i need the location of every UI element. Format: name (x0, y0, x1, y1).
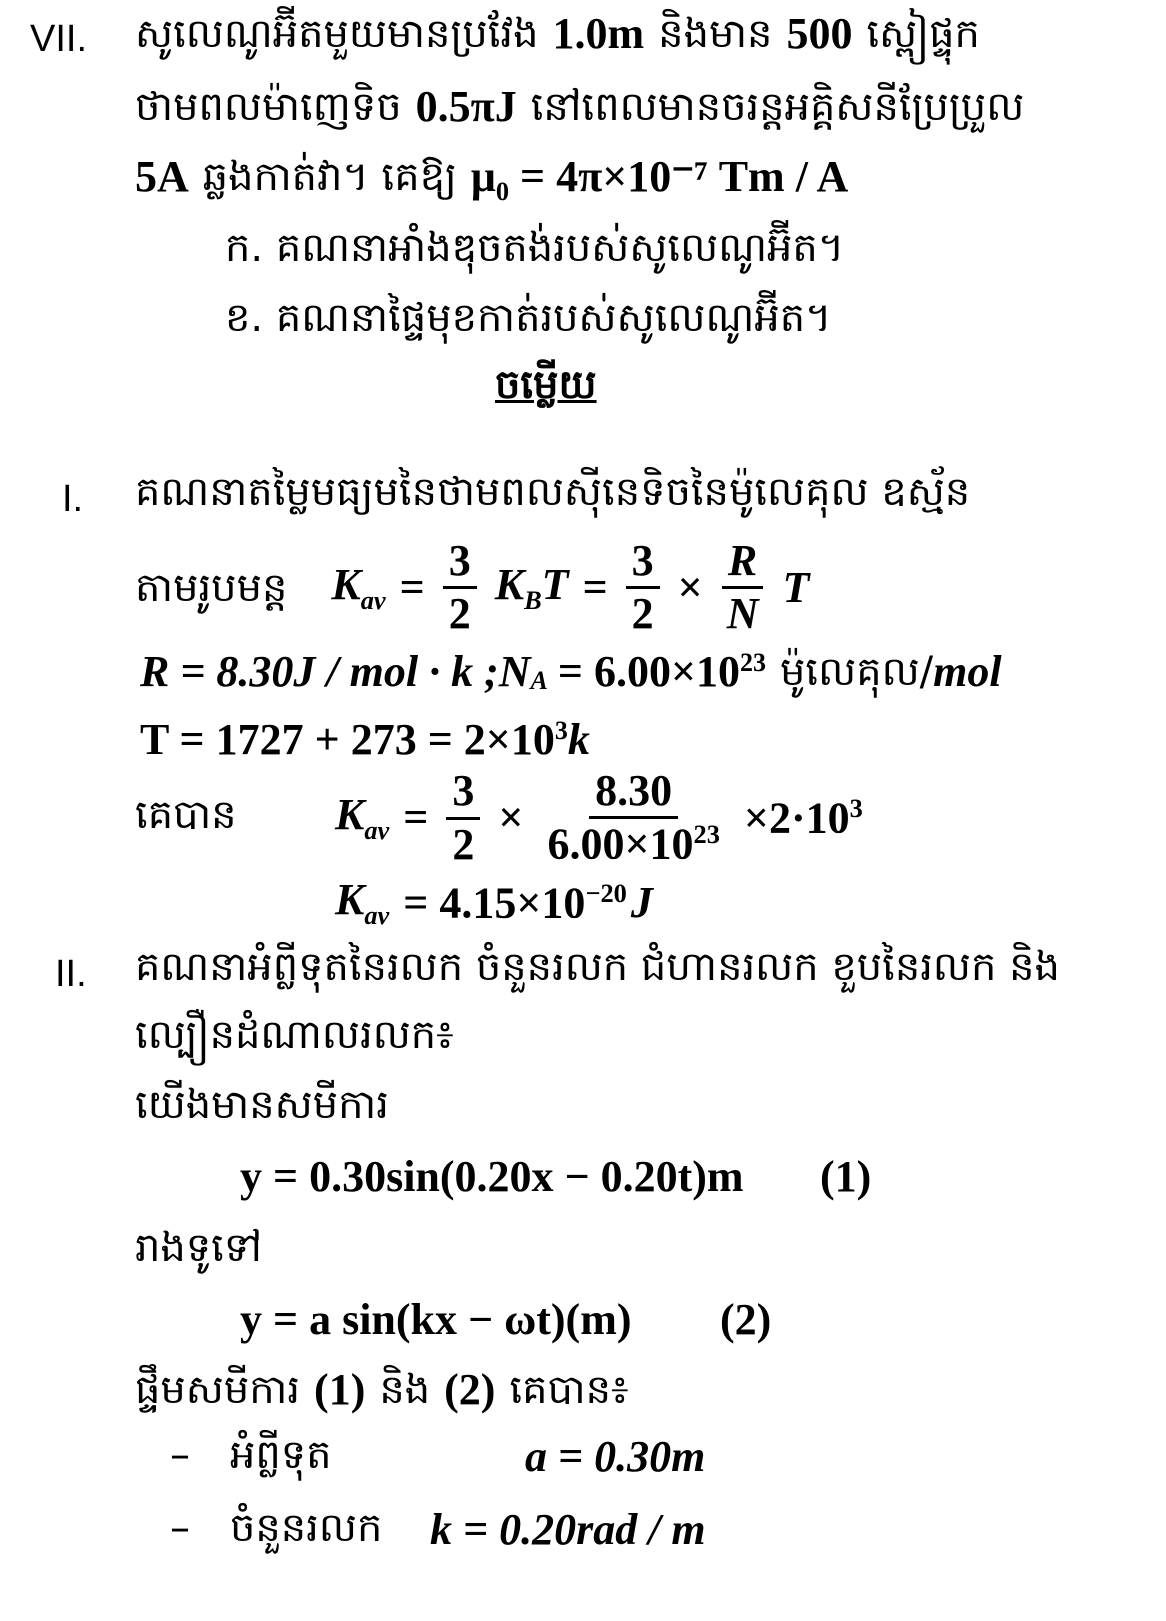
formula-kinetic-energy (135, 538, 809, 637)
length-value: 1.0m (552, 9, 645, 58)
problem-text: និងមាន (658, 11, 773, 57)
problem-text: ឆ្លងកាត់វា។ គេឱ្យ (202, 154, 457, 200)
compare-line (135, 1365, 629, 1414)
avogadro-exponent: 23 (693, 819, 720, 850)
section1-number: I. (62, 478, 84, 520)
problem-line-1 (135, 9, 980, 58)
mu0-constant: μ₀ = 4π×10⁻⁷ Tm / A (470, 152, 849, 201)
temperature-factor: ×2·10 (743, 793, 850, 843)
problem-line-2 (135, 82, 1025, 131)
amplitude-value: a = 0.30m (525, 1432, 706, 1481)
result-exponent: −20 (585, 878, 627, 909)
equation-tag-1: (1) (820, 1152, 872, 1201)
current-value: 5A (135, 152, 189, 201)
kav-subscript: av (364, 814, 390, 845)
constants-text: R = 8.30J / mol · k ;N (140, 647, 531, 696)
subquestion-b: ខ. គណនាផ្ទៃមុខកាត់របស់សូលេណូអ៊ីត។ (225, 295, 832, 341)
section2-title-line1: គណនាអំព្លីទុតនៃរលក ចំនួនរលក ជំហានរលក ខួបនៃរលក និង (135, 944, 1060, 990)
wave-equation-1: y = 0.30sin(0.20x − 0.20t)m (240, 1152, 744, 1201)
amplitude-label: អំព្លីទុត (230, 1432, 332, 1478)
temperature-calc: T = 1727 + 273 = 2×10 (140, 715, 555, 764)
temperature-line (140, 715, 590, 764)
compare-text: ផ្ទឹមសមីការ (135, 1367, 301, 1413)
problem-line-3 (135, 152, 849, 201)
kelvin-unit: k (567, 715, 590, 764)
fraction-denominator: 2 (631, 589, 654, 639)
kav-subscript: av (360, 584, 386, 615)
kav-symbol: K (335, 789, 365, 839)
constants-line (140, 647, 1002, 696)
mol-unit: mol (933, 647, 1002, 696)
list-dash: – (170, 1505, 190, 1551)
wavenumber-label: ចំនួនរលក (230, 1505, 383, 1551)
kinetic-energy-result (335, 875, 653, 930)
compare-text: គេបាន៖ (509, 1367, 629, 1413)
section2-number: II. (55, 953, 87, 995)
kav-symbol: K (335, 875, 365, 924)
joule-unit: J (630, 878, 653, 928)
list-dash: – (170, 1432, 190, 1478)
kav-subscript: av (364, 899, 390, 930)
equals-sign: = (403, 793, 429, 843)
times-sign: × (498, 793, 524, 843)
kb-subscript: B (524, 584, 542, 615)
section1-title: គណនាតម្លៃមធ្យមនៃថាមពលស៊ីនេទិចនៃម៉ូលេគុល ឧស្ម័ន (135, 469, 971, 515)
problem-number: VII. (30, 18, 88, 60)
fraction-numerator: 3 (443, 538, 477, 589)
equals-sign: = (399, 562, 425, 612)
section2-title-line2: ល្បឿនដំណាលរលក៖ (135, 1012, 454, 1058)
problem-text: សូលេណូអ៊ីតមួយមានប្រវែង (135, 11, 539, 57)
turns-value: 500 (786, 9, 853, 58)
avogadro-value: = 6.00×10 (557, 647, 741, 696)
equation-ref-2: (2) (444, 1365, 496, 1414)
result-value: = 4.15×10 (403, 878, 586, 928)
gas-constant-value: 8.30 (589, 768, 678, 819)
problem-text: ស្ពៀផ្ទុក (866, 11, 980, 57)
avogadro-subscript: A (530, 666, 548, 695)
wave-equation-2: y = a sin(kx − ωt)(m) (240, 1295, 632, 1344)
fraction-denominator: 2 (452, 819, 475, 869)
got-label: គេបាន (135, 792, 237, 838)
fraction-numerator: 3 (446, 768, 480, 819)
avogadro-exponent: 23 (740, 648, 767, 677)
fraction-denominator: 2 (448, 589, 471, 639)
equation-tag-2: (2) (720, 1295, 772, 1344)
molecule-unit: ម៉ូលេគុល/ (780, 649, 934, 695)
formula-label: តាមរូបមន្ត (135, 564, 288, 611)
gas-constant-symbol: R (722, 538, 763, 589)
temperature-exponent: 3 (849, 793, 863, 824)
kinetic-energy-substitution (335, 768, 863, 868)
have-equation-label: យើងមានសមីការ (135, 1082, 389, 1128)
wavenumber-value: k = 0.20rad / m (430, 1505, 706, 1554)
energy-value: 0.5πJ (415, 82, 517, 131)
avogadro-symbol: N (726, 589, 759, 639)
answer-heading: ចម្លើយ (495, 362, 597, 408)
temperature-symbol: T (782, 562, 810, 612)
times-sign: × (677, 562, 703, 612)
temperature-symbol: T (541, 559, 569, 609)
problem-text: នៅពេលមានចរន្តអគ្គិសនីប្រែប្រួល (530, 84, 1025, 130)
compare-text: និង (379, 1367, 431, 1413)
kav-symbol: K (331, 559, 361, 609)
subquestion-a: ក. គណនាអាំងឌុចតង់របស់សូលេណូអ៊ីត។ (225, 225, 845, 271)
problem-text: ថាមពលម៉ាញេទិច (135, 84, 402, 130)
equation-ref-1: (1) (314, 1365, 366, 1414)
kb-symbol: K (494, 559, 525, 609)
equals-sign: = (582, 562, 608, 612)
avogadro-value: 6.00×10 (547, 819, 694, 869)
general-form-label: រាងទូទៅ (135, 1225, 262, 1271)
fraction-numerator: 3 (626, 538, 660, 589)
temperature-exponent: 3 (554, 716, 568, 745)
